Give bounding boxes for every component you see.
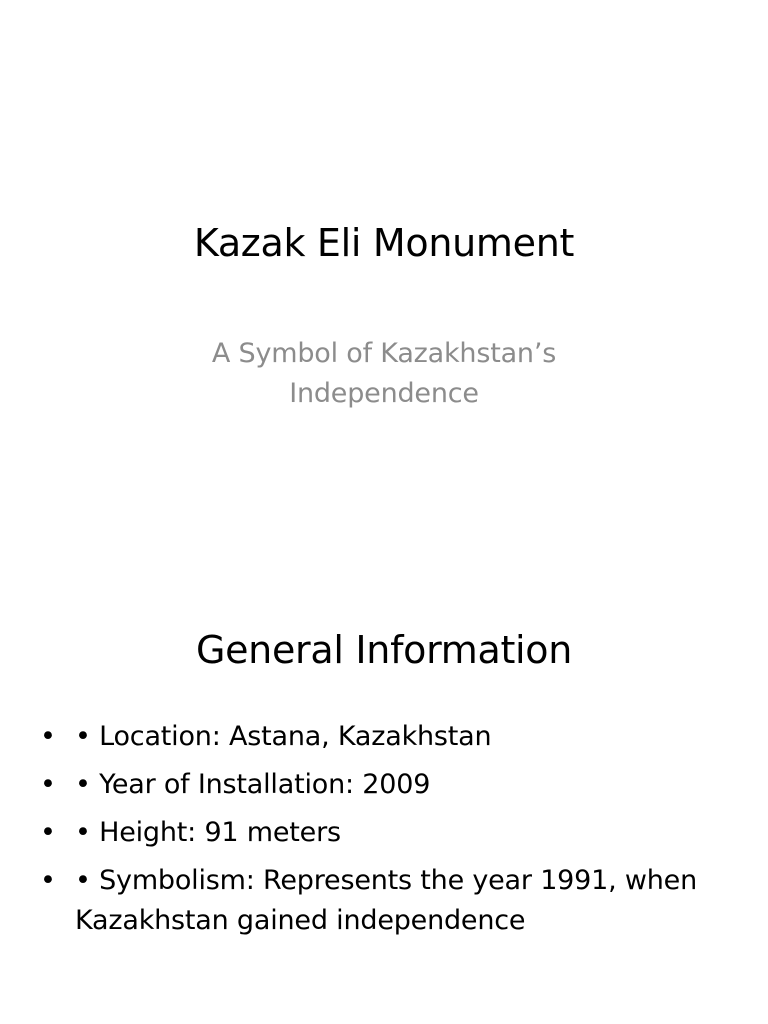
content-slide xyxy=(0,512,768,1024)
bullet-text: • Location: Astana, Kazakhstan xyxy=(75,721,492,752)
slide-title: General Information xyxy=(195,628,573,672)
slide-subtitle: A Symbol of Kazakhstan’s Independence xyxy=(211,338,557,409)
bullet-text: • Year of Installation: 2009 xyxy=(75,769,431,800)
list-item xyxy=(40,717,740,757)
bullet-marker: • xyxy=(40,817,56,848)
bullet-text: • Symbolism: Represents the year 1991, when Kazakhstan gained independence xyxy=(75,865,697,936)
list-item xyxy=(40,861,740,941)
list-item xyxy=(40,813,740,853)
list-item xyxy=(40,765,740,805)
bullet-text: • Height: 91 meters xyxy=(75,817,341,848)
bullet-list xyxy=(40,717,740,949)
bullet-marker: • xyxy=(40,721,56,752)
bullet-marker: • xyxy=(40,769,56,800)
slide-title: Kazak Eli Monument xyxy=(193,221,575,265)
bullet-marker: • xyxy=(40,865,56,896)
